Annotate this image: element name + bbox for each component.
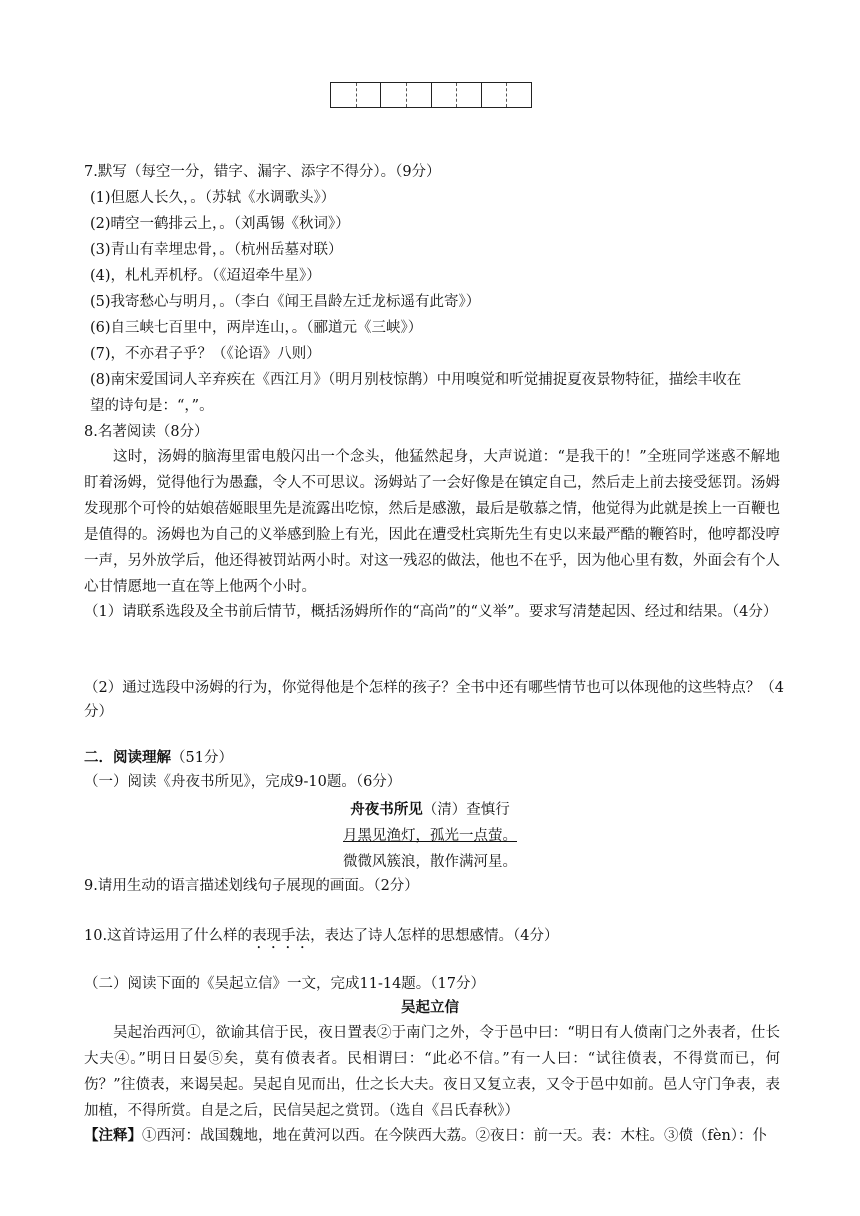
poem-line-1-text: 月黑见渔灯，孤光一点萤。 <box>343 828 517 844</box>
grid-cell <box>331 83 381 107</box>
part2-intro: （二）阅读下面的《吴起立信》一文，完成11-14题。（17分） <box>84 976 485 992</box>
q7-heading: 7.默写（每空一分，错字、漏字、添字不得分）。（9分） <box>84 164 441 180</box>
q7-item: (3)青山有幸埋忠骨，。（杭州岳墓对联） <box>90 242 343 258</box>
q8-subquestion-1: （1）请联系选段及全书前后情节，概括汤姆所作的“高尚”的“义举”。要求写清楚起因、经过和结果。（4分） <box>84 604 778 620</box>
q7-item: (4)，札札弄机杼。（《迢迢牵牛星》） <box>90 268 321 284</box>
poem-title: 舟夜书所见 <box>350 801 423 818</box>
q10-emphasis: 表现手法 <box>252 928 311 944</box>
q8-subquestion-2: （2）通过选段中汤姆的行为，你觉得他是个怎样的孩子？全书中还有哪些情节也可以体现他的这些特点？（4分） <box>84 680 784 720</box>
q9: 9.请用生动的语言描述划线句子展现的画面。（2分） <box>84 878 419 894</box>
answer-grid-boxes <box>330 82 532 108</box>
grid-cell <box>482 83 531 107</box>
article-text: 吴起治西河①，欲谕其信于民，夜日置表②于南门之外，令于邑中曰：“明日有人偾南门之外表者，仕长大夫④。”明日日晏⑤矣，莫有偾表者。民相谓曰：“此必不信。”有一人曰：“试往偾表，不得赏而已，何伤？”往偾表，来谒吴起。吴起自见而出，仕之长大夫。夜日又复立表，又令于邑中如前。邑人守门争表，表加植，不得所赏。自是之后，民信吴起之赏罚。（选自《吕氏春秋》） <box>84 1025 780 1119</box>
q7-item: (8)南宋爱国词人辛弃疾在《西江月》（明月别枝惊鹊）中用嗅觉和听觉捕捉夏夜景物特征，描绘丰收在 <box>90 372 742 388</box>
note-text: ①西河：战国魏地，地在黄河以西。在今陕西大荔。②夜日：前一天。表：木柱。③偾（fèn）：仆 <box>142 1128 768 1144</box>
part1-intro: （一）阅读《舟夜书所见》，完成9-10题。（6分） <box>84 774 402 790</box>
poem-author: （清）查慎行 <box>422 802 510 818</box>
section2-heading-score: （51分） <box>171 750 233 766</box>
grid-cell <box>432 83 482 107</box>
q10-text-b: ，表达了诗人怎样的思想感情。（4分） <box>310 928 559 944</box>
note-tag: 【注释】 <box>84 1127 142 1144</box>
q7-item: (5)我寄愁心与明月，。（李白《闻王昌龄左迁龙标遥有此寄》） <box>90 294 481 310</box>
poem-line-1 <box>0 826 860 846</box>
article-note <box>84 1126 767 1146</box>
q7-item: (1)但愿人长久，。（苏轼《水调歌头》） <box>90 190 336 206</box>
section2-heading-title: 二．阅读理解 <box>84 749 171 766</box>
section2-heading <box>84 748 233 768</box>
q7-item: (7)，不亦君子乎？（《论语》八则） <box>90 346 321 362</box>
poem-line-2: 微微风簇浪，散作满河星。 <box>343 854 517 870</box>
article-title: 吴起立信 <box>401 999 459 1016</box>
q8-heading: 8.名著阅读（8分） <box>84 424 209 440</box>
grid-cell <box>381 83 431 107</box>
q7-item: (2)晴空一鹤排云上，。（刘禹锡《秋词》） <box>90 216 350 232</box>
q10-text-a: 10.这首诗运用了什么样的 <box>84 928 253 944</box>
q8-passage: 这时，汤姆的脑海里雷电般闪出一个念头，他猛然起身，大声说道：“是我干的！”全班同学迷惑不解地盯着汤姆，觉得他行为愚蠢，令人不可思议。汤姆站了一会好像是在镇定自己，然后走上前去接受惩罚。汤姆发现那个可怜的姑娘蓓姬眼里先是流露出吃惊，然后是感激，最后是敬慕之情，他觉得为此就是挨上一百鞭也是值得的。汤姆也为自己的义举感到脸上有光，因此在遭受杜宾斯先生有史以来最严酷的鞭笞时，他哼都没哼一声，另外放学后，他还得被罚站两小时。对这一残忍的做法，他也不在乎，因为他心里有数，外面会有个人心甘情愿地一直在等上他两个小时。 <box>84 449 780 595</box>
q7-item: 望的诗句是：“，”。 <box>90 398 214 414</box>
q10 <box>84 926 559 952</box>
q7-item: (6)自三峡七百里中，两岸连山，。（郦道元《三峡》） <box>90 320 423 336</box>
poem-title-line <box>0 800 860 820</box>
